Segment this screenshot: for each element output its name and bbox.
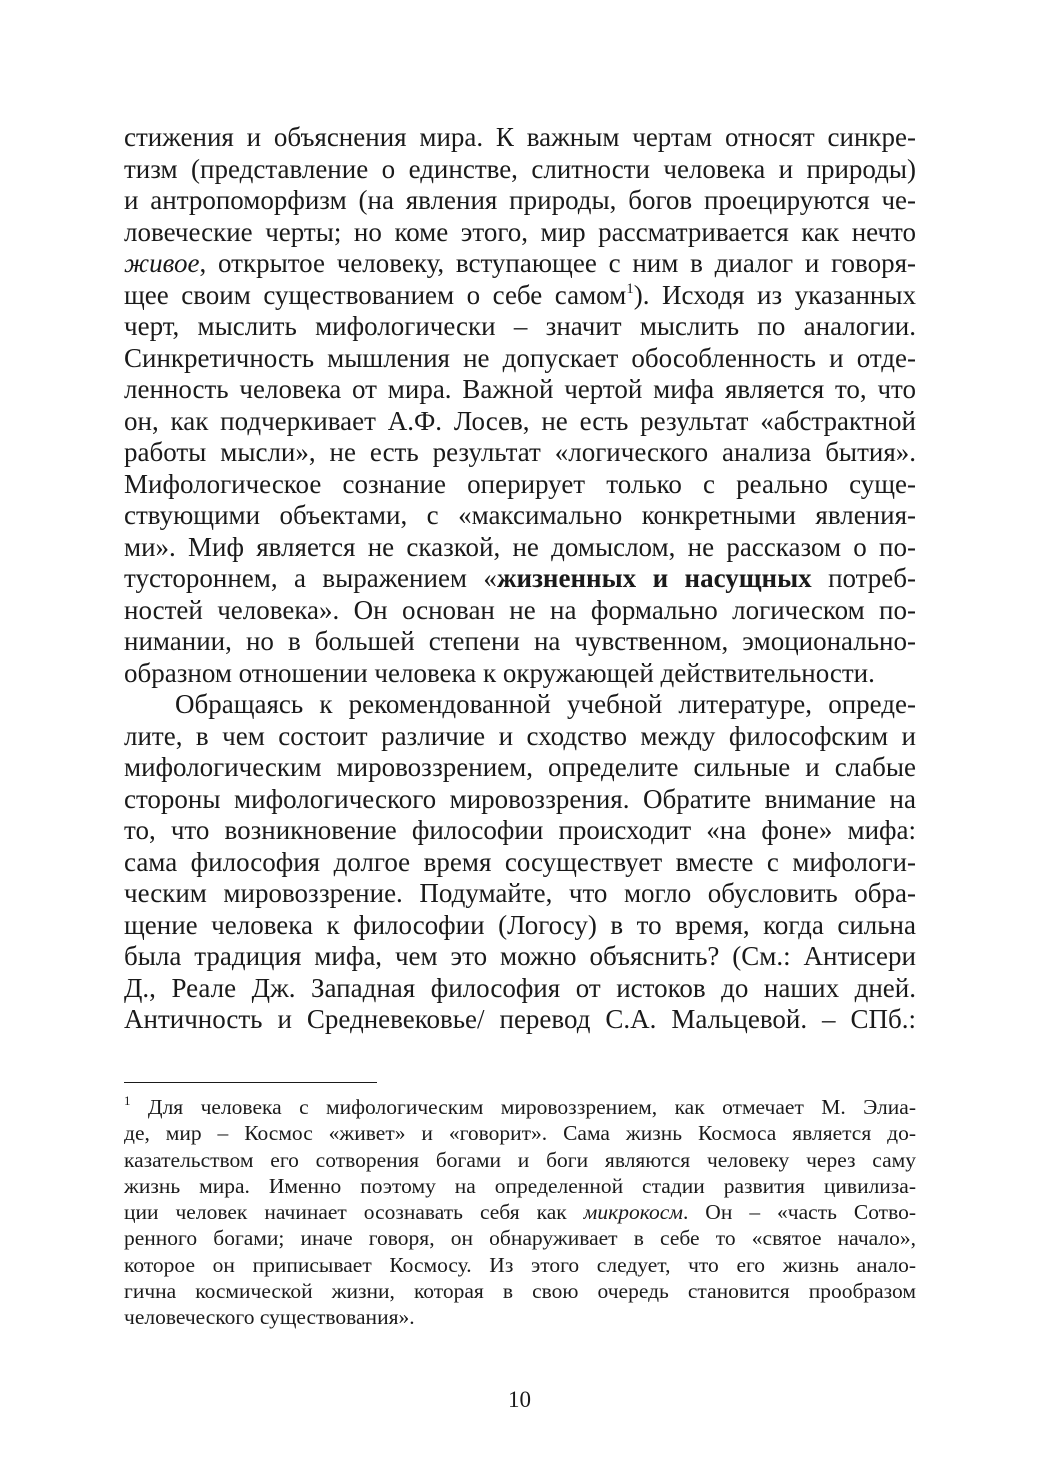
text-line: стижения и объяснения мира. К важным чертам относят синкре- [124,122,916,152]
text-fragment: ции человек начинает осознавать себя как [124,1200,584,1225]
text-line: была традиция мифа, чем это можно объяснить? (См.: Антисери [124,941,916,971]
text-fragment: тустороннем, а выражением « [124,563,497,593]
text-line: нимании, но в большей степени на чувственном, эмоционально- [124,626,916,656]
text-line: ловеческие черты; но коме этого, мир рассматривается как нечто [124,216,916,247]
text-line: стороны мифологического мировоззрения. Обратите внимание на [124,783,916,814]
footnote-line: гична космической жизни, которая в свою очередь становится прообразом [124,1279,916,1304]
text-line: то, что возникновение философии происходит «на фоне» мифа: [124,815,916,845]
text-line: ствующими объектами, с «максимально конкретными явления- [124,500,916,530]
footnote-marker: 1 [124,1093,131,1108]
text-line [124,563,916,595]
footnote-line: жизнь мира. Именно поэтому на определенной стадии развития цивилиза- [124,1173,916,1198]
text-line: Д., Реале Дж. Западная философия от истоков до наших дней. [124,972,916,1003]
text-line: тизм (представление о единстве, слитности человека и природы) [124,153,916,184]
footnote-line [124,1199,916,1225]
text-fragment: щее своим существованием о себе самом [124,279,627,310]
footnote [124,1094,916,1331]
text-line [124,280,916,312]
text-line: Синкретичность мышления не допускает обособленность и отде- [124,342,916,373]
footnote-line: ренного богами; иначе говоря, он обнаруживает в себе то «святое начало», [124,1226,916,1251]
text-line: щение человека к философии (Логосу) в то время, когда сильна [124,909,916,940]
text-fragment: ). Исходя из указанных [633,279,916,310]
footnote-line: де, мир – Космос «живет» и «говорит». Сама жизнь Космоса является до- [124,1121,916,1146]
text-line: лите, в чем состоит различие и сходство между философским и [124,720,916,751]
text-fragment: . Он – «часть Сотво- [682,1200,916,1225]
text-line: и антропоморфизм (на явления природы, богов проецируются че- [124,185,916,215]
text-line: ленность человека от мира. Важной чертой мифа является то, что [124,374,916,404]
text-line: сама философия долгое время сосуществует вместе с мифологи- [124,846,916,877]
footnote-line: которое он приписывает Космосу. Из этого следует, что его жизнь анало- [124,1252,916,1277]
footnote-divider [124,1082,377,1083]
bold-phrase: жизненных и насущных [496,563,812,593]
text-line: образном отношении человека к окружающей действительности. [124,657,875,688]
page-number: 10 [508,1387,531,1412]
text-line: он, как подчеркивает А.Ф. Лосев, не есть результат «абстрактной [124,405,916,436]
text-line: Мифологическое сознание оперирует только с реально суще- [124,468,916,499]
text-fragment: потреб- [811,563,916,593]
text-line [124,248,916,280]
footnote-line: человеческого существования». [124,1305,415,1330]
footnote-line [124,1094,916,1120]
footnote-line: казательством его сотворения богами и боги являются человеку через саму [124,1147,916,1172]
footnote-ref: 1 [626,280,634,297]
text-line: черт, мыслить мифологически – значит мыслить по аналогии. [124,311,916,341]
text-line: Обращаясь к рекомендованной учебной литературе, опреде- [175,689,916,719]
text-fragment: Для человека с мифологическим мировоззрением, как отмечает М. Элиа- [130,1095,916,1119]
italic-term: живое [124,248,200,278]
italic-term: микрокосм [583,1200,683,1225]
text-line: мифологическим мировоззрением, определите сильные и слабые [124,752,916,782]
text-line: ми». Миф является не сказкой, не домыслом, не рассказом о по- [124,531,916,562]
text-line: Античность и Средневековье/ перевод С.А. Мальцевой. – СПб.: [124,1004,916,1034]
text-line: ностей человека». Он основан не на формально логическом по- [124,594,916,625]
text-line: работы мысли», не есть результат «логического анализа бытия». [124,437,916,467]
main-text [124,122,916,1036]
text-line: ческим мировоззрение. Подумайте, что могло обусловить обра- [124,878,916,908]
text-fragment: , открытое человеку, вступающее с ним в диалог и говоря- [199,248,916,278]
